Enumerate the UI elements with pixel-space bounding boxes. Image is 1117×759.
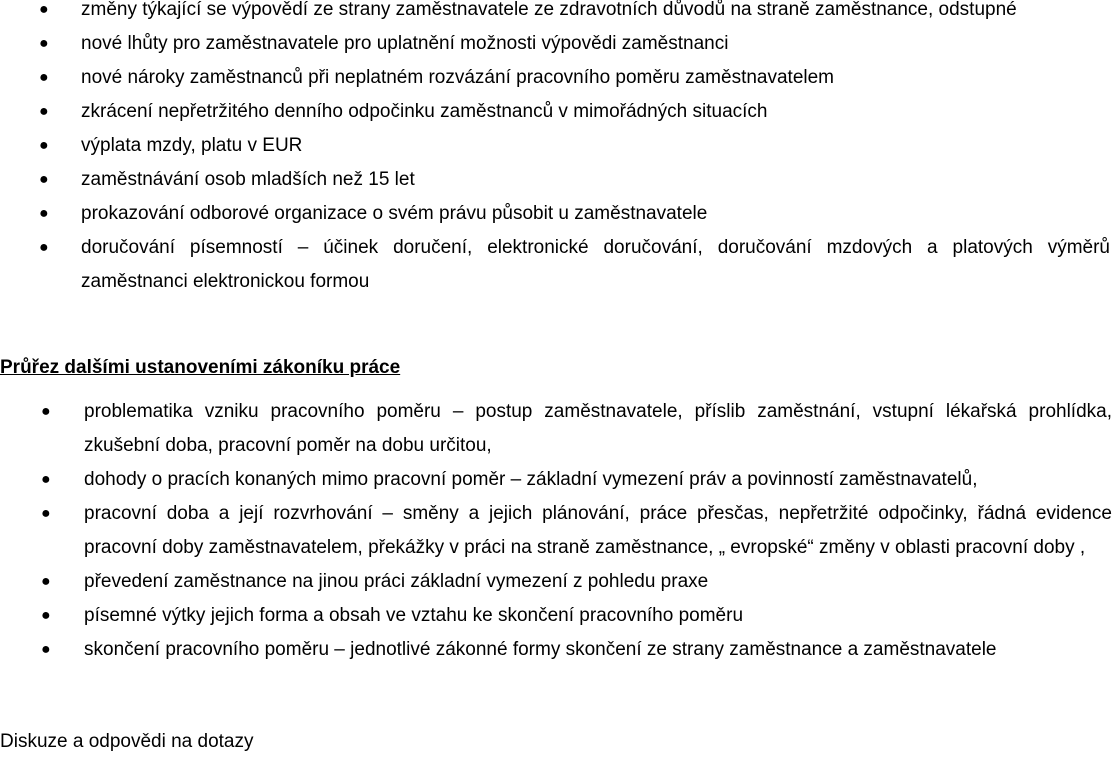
bullet-icon: ● bbox=[41, 403, 51, 420]
list-item-text: problematika vzniku pracovního poměru – postup zaměstnavatele, příslib zaměstnání, vstupní lékařská prohlídka, zkušební doba, pracovní poměr na dobu určitou, bbox=[84, 401, 1112, 456]
bullet-icon: ● bbox=[41, 573, 51, 590]
changes-bullet-list bbox=[0, 0, 1110, 299]
list-item-text: zaměstnávání osob mladších než 15 let bbox=[81, 169, 415, 190]
bullet-icon: ● bbox=[39, 69, 49, 86]
list-item bbox=[0, 197, 1110, 231]
list-item bbox=[0, 565, 1112, 599]
bullet-icon: ● bbox=[39, 239, 49, 256]
list-item-text: pracovní doba a její rozvrhování – směny a jejich plánování, práce přesčas, nepřetržité odpočinky, řádná evidence pracovní doby zaměstnavatelem, překážky v práci na straně zaměstnance, „ evropské“ změny v oblasti pracovní doby , bbox=[84, 503, 1112, 558]
list-item bbox=[0, 395, 1112, 463]
bullet-icon: ● bbox=[39, 171, 49, 188]
list-item bbox=[0, 163, 1110, 197]
list-item-text: změny týkající se výpovědí ze strany zaměstnavatele ze zdravotních důvodů na straně zaměstnance, odstupné bbox=[81, 0, 1017, 20]
list-item-text: výplata mzdy, platu v EUR bbox=[81, 135, 303, 156]
list-item-text: nové nároky zaměstnanců při neplatném rozvázání pracovního poměru zaměstnavatelem bbox=[81, 67, 835, 88]
list-item-text: dohody o pracích konaných mimo pracovní poměr – základní vymezení práv a povinností zaměstnavatelů, bbox=[84, 469, 978, 490]
list-item bbox=[0, 599, 1112, 633]
list-item bbox=[0, 0, 1110, 27]
list-item-text: prokazování odborové organizace o svém právu působit u zaměstnavatele bbox=[81, 203, 708, 224]
list-item-text: skončení pracovního poměru – jednotlivé zákonné formy skončení ze strany zaměstnance a zaměstnavatele bbox=[84, 639, 997, 660]
list-item-text: zkrácení nepřetržitého denního odpočinku zaměstnanců v mimořádných situacích bbox=[81, 101, 768, 122]
bullet-icon: ● bbox=[39, 103, 49, 120]
bullet-icon: ● bbox=[41, 505, 51, 522]
section-heading: Průřez dalšími ustanoveními zákoníku práce bbox=[0, 357, 401, 378]
list-item bbox=[0, 61, 1110, 95]
closing-line: Diskuze a odpovědi na dotazy bbox=[0, 731, 254, 752]
bullet-icon: ● bbox=[41, 471, 51, 488]
list-item bbox=[0, 633, 1112, 667]
labor-code-bullet-list bbox=[0, 395, 1112, 667]
list-item-text: doručování písemností – účinek doručení, elektronické doručování, doručování mzdových a platových výměrů zaměstnanci elektronickou formou bbox=[81, 237, 1110, 292]
list-item bbox=[0, 27, 1110, 61]
list-item-text: nové lhůty pro zaměstnavatele pro uplatnění možnosti výpovědi zaměstnanci bbox=[81, 33, 729, 54]
list-item-text: písemné výtky jejich forma a obsah ve vztahu ke skončení pracovního poměru bbox=[84, 605, 744, 626]
bullet-icon: ● bbox=[39, 205, 49, 222]
bullet-icon: ● bbox=[39, 35, 49, 52]
bullet-icon: ● bbox=[39, 137, 49, 154]
list-item bbox=[0, 463, 1112, 497]
bullet-icon: ● bbox=[39, 1, 49, 18]
list-item bbox=[0, 129, 1110, 163]
bullet-icon: ● bbox=[41, 607, 51, 624]
list-item bbox=[0, 497, 1112, 565]
list-item bbox=[0, 231, 1110, 299]
bullet-icon: ● bbox=[41, 641, 51, 658]
list-item bbox=[0, 95, 1110, 129]
list-item-text: převedení zaměstnance na jinou práci základní vymezení z pohledu praxe bbox=[84, 571, 709, 592]
